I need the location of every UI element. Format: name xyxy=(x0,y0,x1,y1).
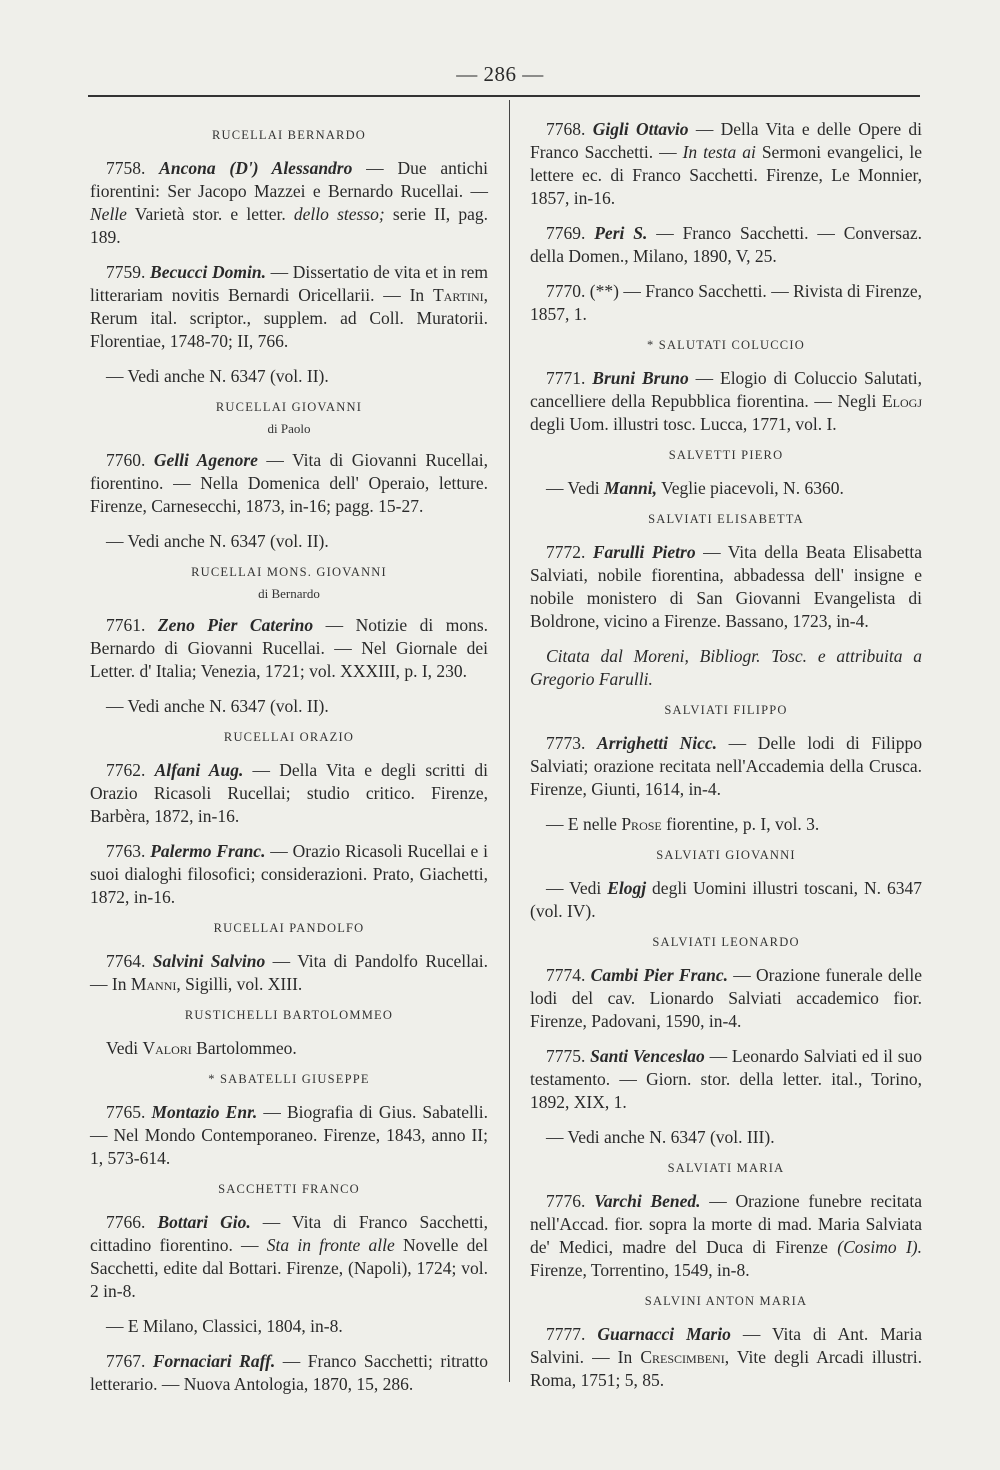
section-heading: SALVIATI LEONARDO xyxy=(652,935,800,949)
entry-text: Bartolommeo. xyxy=(191,1038,297,1058)
section-subheading: di Bernardo xyxy=(258,586,320,601)
entry-text: Firenze, Torrentino, 1549, in-8. xyxy=(530,1260,750,1280)
entry-text: — Vedi anche N. 6347 (vol. III). xyxy=(546,1127,775,1147)
bibliography-entry xyxy=(90,261,488,353)
section-heading: RUCELLAI GIOVANNI xyxy=(215,400,363,414)
entry-number: 7774. xyxy=(546,965,591,985)
bibliography-entry xyxy=(90,840,488,909)
entry-author: Fornaciari Raff. xyxy=(152,1351,276,1371)
entry-text: — Biografia di Gius. Sabatelli. — Nel Mondo Contemporaneo. Firenze, 1843, anno II; 1, 573-614. xyxy=(90,1102,489,1168)
bibliography-entry xyxy=(90,449,488,518)
section-subheading: di Paolo xyxy=(267,421,311,436)
entry-text: — E nelle xyxy=(546,814,622,834)
entry-text: — Orazio Ricasoli Rucellai e i suoi dialoghi filosofici; considerazioni. Prato, Giachetti, 1872, in-16. xyxy=(90,841,489,907)
entry-text: Novelle del Sacchetti, edite dal Bottari. Firenze, (Napoli), 1724; vol. 2 in-8. xyxy=(90,1235,488,1301)
entry-author: Bottari Gio. xyxy=(157,1212,251,1232)
section-heading: SALVIATI ELISABETTA xyxy=(648,512,804,526)
entry-number: 7764. xyxy=(106,951,153,971)
column-divider xyxy=(509,100,510,1382)
bibliography-entry xyxy=(530,367,922,436)
entry-number: 7769. xyxy=(546,223,595,243)
bibliography-entry xyxy=(90,1350,488,1396)
entry-text: — Vita di Franco Sacchetti, cittadino fiorentino. — xyxy=(90,1212,488,1255)
section-heading: SACCHETTI FRANCO xyxy=(218,1182,360,1196)
entry-note xyxy=(90,530,488,553)
entry-number: 7758. xyxy=(106,158,160,178)
section-heading: * SALUTATI COLUCCIO xyxy=(647,338,805,352)
entry-text: — Vedi xyxy=(546,878,608,898)
entry-text: Manni xyxy=(130,974,177,994)
bibliography-entry xyxy=(530,1190,922,1282)
entry-number: 7765. xyxy=(106,1102,152,1122)
entry-text: — Orazione funebre recitata nell'Accad. fior. sopra la morte di mad. Maria Salviata de' Medici, madre del Duca di Firenze xyxy=(530,1191,923,1257)
right-column xyxy=(530,118,922,1404)
entry-text: — Vita della Beata Elisabetta Salviati, nobile fiorentina, abbadessa dell' insigne e nobile monistero di San Giovanni Evangelista di Boldrone, vicino a Firenze. Bassano, 1723, in-4. xyxy=(530,542,923,631)
entry-text: — Vedi anche N. 6347 (vol. II). xyxy=(106,531,329,551)
entry-note xyxy=(90,365,488,388)
entry-number: 7772. xyxy=(546,542,593,562)
bibliography-entry xyxy=(530,222,922,268)
bibliography-entry xyxy=(90,157,488,249)
left-column xyxy=(90,118,488,1408)
entry-text: , Rerum ital. scriptor., supplem. ad Coll. Muratorii. Florentiae, 1748-70; II, 766. xyxy=(90,285,488,351)
bibliography-entry xyxy=(90,1211,488,1303)
section-heading: SALVETTI PIERO xyxy=(668,448,784,462)
entry-text: Valori xyxy=(142,1038,192,1058)
section-heading: SALVIATI MARIA xyxy=(667,1161,785,1175)
entry-text: Tartini xyxy=(432,285,484,305)
entry-text: — Vita di Ant. Maria Salvini. — In xyxy=(530,1324,922,1367)
entry-text: Crescimbeni xyxy=(640,1347,725,1367)
bibliography-entry xyxy=(530,964,922,1033)
entry-author: Gelli Agenore xyxy=(153,450,258,470)
entry-author: Guarnacci Mario xyxy=(597,1324,731,1344)
section-heading: SALVIATI GIOVANNI xyxy=(656,848,796,862)
entry-text: Prose xyxy=(621,814,662,834)
entry-note xyxy=(90,1315,488,1338)
bibliography-entry xyxy=(90,614,488,683)
entry-text: degli Uomini illustri toscani, N. 6347 (vol. IV). xyxy=(530,878,922,921)
entry-text: — Vita di Pandolfo Rucellai. — In xyxy=(90,951,488,994)
entry-text: fiorentine, p. I, vol. 3. xyxy=(661,814,820,834)
entry-number: 7762. xyxy=(106,760,155,780)
entry-text: — Vedi anche N. 6347 (vol. II). xyxy=(106,366,329,386)
entry-author: Ancona (D') Alessandro xyxy=(159,158,353,178)
entry-number: 7766. xyxy=(106,1212,158,1232)
entry-note xyxy=(90,695,488,718)
section-heading: SALVINI ANTON MARIA xyxy=(644,1294,808,1308)
bibliography-entry xyxy=(90,759,488,828)
bibliography-entry xyxy=(530,1045,922,1114)
section-heading: RUCELLAI ORAZIO xyxy=(223,730,355,744)
entry-text: In testa ai xyxy=(682,142,756,162)
entry-number: 7776. xyxy=(546,1191,595,1211)
entry-author: Varchi Bened. xyxy=(594,1191,701,1211)
entry-text: — Franco Sacchetti. — Conversaz. della Domen., Milano, 1890, V, 25. xyxy=(530,223,922,266)
entry-author: Zeno Pier Caterino xyxy=(157,615,314,635)
section-heading: SALVIATI FILIPPO xyxy=(664,703,788,717)
entry-author: Becucci Domin. xyxy=(150,262,266,282)
entry-text: serie II, pag. 189. xyxy=(90,204,488,247)
entry-text: — Orazione funerale delle lodi del cav. Lionardo Salviati accademico fior. Firenze, Padovani, 1590, in-4. xyxy=(530,965,922,1031)
entry-text: Veglie piacevoli, N. 6360. xyxy=(657,478,844,498)
entry-number: 7777. xyxy=(546,1324,598,1344)
entry-author: Salvini Salvino xyxy=(152,951,266,971)
entry-text: — Vedi xyxy=(546,478,605,498)
entry-text: Elogj xyxy=(607,878,647,898)
entry-author: Cambi Pier Franc. xyxy=(590,965,729,985)
entry-author: Arrighetti Nicc. xyxy=(597,733,718,753)
entry-author: Alfani Aug. xyxy=(154,760,244,780)
section-heading: RUSTICHELLI BARTOLOMMEO xyxy=(184,1008,394,1022)
bibliography-entry xyxy=(530,280,922,326)
section-heading: RUCELLAI BERNARDO xyxy=(211,128,367,142)
entry-author: Palermo Franc. xyxy=(150,841,266,861)
entry-author: Bruni Bruno xyxy=(592,368,689,388)
section-heading: RUCELLAI MONS. GIOVANNI xyxy=(191,565,387,579)
entry-author: Gigli Ottavio xyxy=(592,119,689,139)
entry-text: — Franco Sacchetti; ritratto letterario. — Nuova Antologia, 1870, 15, 286. xyxy=(90,1351,488,1394)
entry-note xyxy=(530,477,922,500)
entry-text: — Notizie di mons. Bernardo di Giovanni Rucellai. — Nel Giornale dei Letter. d' Italia; Venezia, 1721; vol. XXXIII, p. I, 230. xyxy=(90,615,489,681)
entry-text: — Due antichi fiorentini: Ser Jacopo Mazzei e Bernardo Rucellai. — xyxy=(90,158,489,201)
bibliography-entry xyxy=(530,1323,922,1392)
entry-text: — E Milano, Classici, 1804, in-8. xyxy=(106,1316,343,1336)
entry-text: Nelle xyxy=(90,204,127,224)
entry-text: — Vedi anche N. 6347 (vol. II). xyxy=(106,696,329,716)
header-rule xyxy=(88,95,920,97)
entry-text: Sta in fronte alle xyxy=(266,1235,395,1255)
entry-author: Peri S. xyxy=(594,223,648,243)
entry-text: Sermoni evangelici, le lettere ec. di Franco Sacchetti. Firenze, Le Monnier, 1857, in-16. xyxy=(530,142,923,208)
entry-number: 7770. xyxy=(546,281,590,301)
entry-author: Farulli Pietro xyxy=(592,542,696,562)
bibliography-entry xyxy=(530,541,922,633)
entry-note xyxy=(530,645,922,691)
section-heading: RUCELLAI PANDOLFO xyxy=(213,921,365,935)
bibliography-entry xyxy=(530,118,922,210)
entry-text: Citata dal Moreni, Bibliogr. Tosc. e attribuita a Gregorio Farulli. xyxy=(530,646,922,689)
bibliography-entry xyxy=(90,1101,488,1170)
bibliography-entry xyxy=(90,950,488,996)
entry-number: 7767. xyxy=(106,1351,153,1371)
section-heading: * SABATELLI GIUSEPPE xyxy=(208,1072,370,1086)
bibliography-entry xyxy=(530,732,922,801)
entry-text: Varietà stor. e letter. xyxy=(126,204,294,224)
entry-text: (**) — Franco Sacchetti. — Rivista di Firenze, 1857, 1. xyxy=(530,281,923,324)
entry-text: , Sigilli, vol. XIII. xyxy=(176,974,303,994)
entry-text: , Vite degli Arcadi illustri. Roma, 1751; 5, 85. xyxy=(530,1347,922,1390)
entry-note xyxy=(530,813,922,836)
entry-note xyxy=(530,877,922,923)
entry-note xyxy=(530,1126,922,1149)
entry-text: (Cosimo I). xyxy=(837,1237,923,1257)
entry-text: — Leonardo Salviati ed il suo testamento. — Giorn. stor. della letter. ital., Torino, 1892, XIX, 1. xyxy=(530,1046,922,1112)
entry-number: 7773. xyxy=(546,733,598,753)
entry-number: 7771. xyxy=(546,368,593,388)
entry-text: — Vita di Giovanni Rucellai, fiorentino. — Nella Domenica dell' Operaio, letture. Firenze, Carnesecchi, 1873, in-16; pagg. 15-27. xyxy=(90,450,489,516)
entry-number: 7760. xyxy=(106,450,154,470)
entry-text: Elogj xyxy=(881,391,922,411)
entry-number: 7775. xyxy=(546,1046,591,1066)
entry-text: Manni, xyxy=(604,478,658,498)
entry-text: — Dissertatio de vita et in rem litterariam novitis Bernardi Oricellarii. — In xyxy=(90,262,489,305)
entry-text: — Elogio di Coluccio Salutati, cancelliere della Repubblica fiorentina. — Negli xyxy=(530,368,922,411)
entry-text: dello stesso; xyxy=(293,204,385,224)
entry-text: degli Uom. illustri tosc. Lucca, 1771, vol. I. xyxy=(530,414,837,434)
entry-text: — Della Vita e delle Opere di Franco Sacchetti. — xyxy=(530,119,923,162)
page-number: — 286 — xyxy=(456,62,544,86)
entry-author: Montazio Enr. xyxy=(151,1102,258,1122)
entry-number: 7763. xyxy=(106,841,151,861)
entry-number: 7768. xyxy=(546,119,593,139)
entry-number: 7761. xyxy=(106,615,158,635)
entry-text: — Delle lodi di Filippo Salviati; orazione recitata nell'Accademia della Crusca. Firenze, Giunti, 1614, in-4. xyxy=(530,733,922,799)
entry-text: Vedi xyxy=(106,1038,143,1058)
entry-note xyxy=(90,1037,488,1060)
entry-text: — Della Vita e degli scritti di Orazio Ricasoli Rucellai; studio critico. Firenze, Barbèra, 1872, in-16. xyxy=(90,760,489,826)
entry-author: Santi Venceslao xyxy=(590,1046,705,1066)
entry-number: 7759. xyxy=(106,262,151,282)
